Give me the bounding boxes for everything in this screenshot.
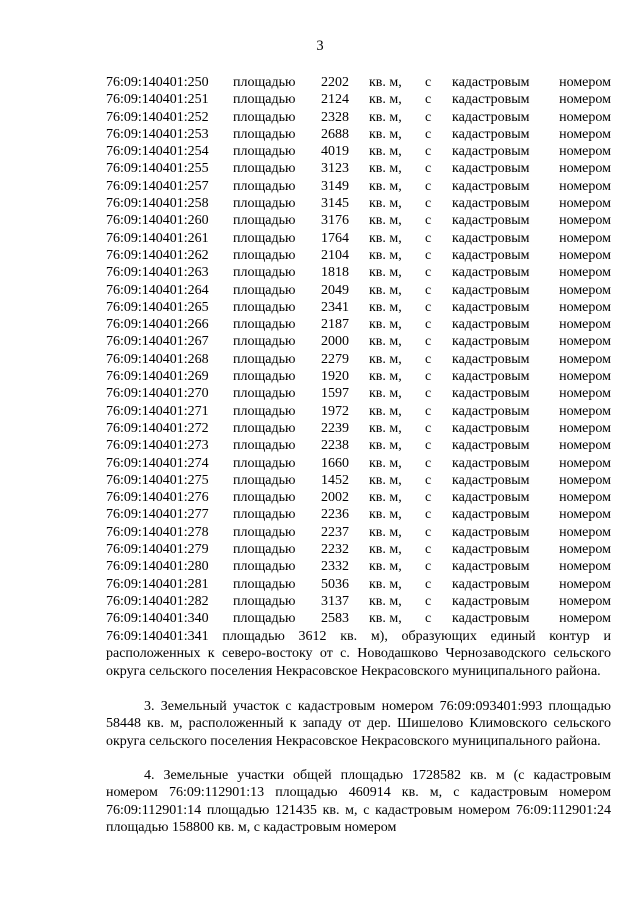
parcel-w2: кадастровым [452,247,530,263]
parcel-row [106,212,611,229]
parcel-unit: кв. м, [369,507,402,523]
parcel-w2: кадастровым [452,161,530,177]
parcel-w3: номером [559,420,611,436]
parcel-s: с [425,282,432,298]
parcel-row [106,558,611,575]
parcel-s: с [425,455,432,471]
parcel-area: 1452 [321,472,349,488]
parcel-w1: площадью [233,369,296,385]
parcel-w1: площадью [233,559,296,575]
parcel-area: 2237 [321,524,349,540]
parcel-w3: номером [559,455,611,471]
parcel-w1: площадью [233,196,296,212]
parcel-w2: кадастровым [452,196,530,212]
parcel-s: с [425,386,432,402]
parcel-unit: кв. м, [369,75,402,90]
parcel-unit: кв. м, [369,611,402,627]
parcel-s: с [425,403,432,419]
parcel-s: с [425,317,432,333]
parcel-s: с [425,507,432,523]
parcel-w1: площадью [233,420,296,436]
parcel-id: 76:09:140401:282 [106,593,209,609]
parcel-row [106,506,611,523]
parcel-id: 76:09:140401:257 [106,178,209,194]
parcel-id: 76:09:140401:266 [106,317,209,333]
parcel-unit: кв. м, [369,282,402,298]
parcel-s: с [425,593,432,609]
parcel-s: с [425,299,432,315]
parcel-unit: кв. м, [369,593,402,609]
parcel-s: с [425,576,432,592]
parcel-id: 76:09:140401:251 [106,92,209,108]
parcel-row [106,351,611,368]
parcel-area: 1920 [321,369,349,385]
parcel-w2: кадастровым [452,542,530,558]
parcel-row [106,91,611,108]
parcel-id: 76:09:140401:269 [106,369,209,385]
parcel-w3: номером [559,144,611,160]
parcel-w2: кадастровым [452,611,530,627]
parcel-w3: номером [559,386,611,402]
parcel-unit: кв. м, [369,92,402,108]
parcel-w1: площадью [233,109,296,125]
parcel-area: 2328 [321,109,349,125]
parcel-unit: кв. м, [369,576,402,592]
parcel-unit: кв. м, [369,126,402,142]
parcel-area: 3145 [321,196,349,212]
parcel-area: 1764 [321,230,349,246]
parcel-id: 76:09:140401:274 [106,455,209,471]
parcel-row [106,316,611,333]
parcel-unit: кв. м, [369,265,402,281]
parcel-row [106,109,611,126]
parcel-w1: площадью [233,542,296,558]
parcel-w3: номером [559,403,611,419]
parcel-unit: кв. м, [369,559,402,575]
parcel-area: 3149 [321,178,349,194]
parcel-s: с [425,472,432,488]
parcel-s: с [425,247,432,263]
parcel-row [106,455,611,472]
parcel-row [106,333,611,350]
parcel-s: с [425,369,432,385]
parcel-area: 2238 [321,438,349,454]
parcel-row [106,420,611,437]
parcel-id: 76:09:140401:255 [106,161,209,177]
parcel-w3: номером [559,265,611,281]
parcel-w1: площадью [233,593,296,609]
parcel-w1: площадью [233,472,296,488]
parcel-s: с [425,213,432,229]
parcel-w1: площадью [233,178,296,194]
parcel-w2: кадастровым [452,386,530,402]
parcel-w1: площадью [233,386,296,402]
parcel-id: 76:09:140401:280 [106,559,209,575]
parcel-row [106,178,611,195]
parcel-unit: кв. м, [369,144,402,160]
parcel-w2: кадастровым [452,472,530,488]
parcel-w2: кадастровым [452,420,530,436]
parcel-s: с [425,559,432,575]
parcel-unit: кв. м, [369,109,402,125]
parcel-s: с [425,490,432,506]
parcel-unit: кв. м, [369,247,402,263]
parcel-row [106,524,611,541]
parcel-area: 2341 [321,299,349,315]
parcel-w3: номером [559,524,611,540]
parcel-unit: кв. м, [369,542,402,558]
parcel-row [106,385,611,402]
parcel-unit: кв. м, [369,403,402,419]
parcel-w3: номером [559,593,611,609]
paragraph-4: 4. Земельные участки общей площадью 1728582 кв. м (с кадастровым номером 76:09:112901:13 площадью 460914 кв. м, с кадастровым номером 76:09:112901:14 площадью 121435 кв. м, с кадастровым номером 76:09:112901:24 площадью 158800 кв. м, с кадастровым номером [106,768,611,835]
paragraph-continuation: 76:09:140401:341 площадью 3612 кв. м), образующих единый контур и расположенных к северо-востоку от с. Новодашково Чернозаводского сельского округа сельского поселения Некрасовское Некрасовского муниципального района. [106,629,611,679]
parcel-w3: номером [559,507,611,523]
parcel-id: 76:09:140401:281 [106,576,209,592]
parcel-w2: кадастровым [452,92,530,108]
parcel-w3: номером [559,126,611,142]
parcel-id: 76:09:140401:272 [106,420,209,436]
parcel-w3: номером [559,334,611,350]
parcel-id: 76:09:140401:278 [106,524,209,540]
parcel-s: с [425,161,432,177]
parcel-id: 76:09:140401:265 [106,299,209,315]
page-number: 3 [316,38,324,54]
parcel-w2: кадастровым [452,265,530,281]
parcel-w1: площадью [233,75,296,90]
parcel-w2: кадастровым [452,109,530,125]
parcel-area: 2583 [321,611,349,627]
parcel-w2: кадастровым [452,524,530,540]
parcel-unit: кв. м, [369,490,402,506]
parcel-w1: площадью [233,611,296,627]
parcel-s: с [425,178,432,194]
parcel-w2: кадастровым [452,282,530,298]
parcel-id: 76:09:140401:270 [106,386,209,402]
parcel-s: с [425,126,432,142]
parcel-row [106,489,611,506]
parcel-unit: кв. м, [369,178,402,194]
parcel-id: 76:09:140401:340 [106,611,209,627]
parcel-w1: площадью [233,576,296,592]
parcel-id: 76:09:140401:277 [106,507,209,523]
parcel-area: 2002 [321,490,349,506]
parcel-w2: кадастровым [452,144,530,160]
parcel-w1: площадью [233,92,296,108]
parcel-id: 76:09:140401:267 [106,334,209,350]
parcel-w2: кадастровым [452,334,530,350]
parcel-s: с [425,196,432,212]
parcel-area: 2279 [321,351,349,367]
parcel-w2: кадастровым [452,213,530,229]
parcel-area: 2688 [321,126,349,142]
parcel-area: 3123 [321,161,349,177]
parcel-w1: площадью [233,438,296,454]
parcel-id: 76:09:140401:253 [106,126,209,142]
parcel-s: с [425,420,432,436]
parcel-w1: площадью [233,455,296,471]
parcel-s: с [425,524,432,540]
parcel-row [106,264,611,281]
parcel-unit: кв. м, [369,213,402,229]
parcel-w1: площадью [233,351,296,367]
parcel-id: 76:09:140401:261 [106,230,209,246]
parcel-s: с [425,351,432,367]
parcel-w1: площадью [233,161,296,177]
paragraph-3: 3. Земельный участок с кадастровым номером 76:09:093401:993 площадью 58448 кв. м, расположенный к западу от дер. Шишелово Климовского сельского округа сельского поселения Некрасовское Некрасовского муниципального района. [106,699,611,749]
parcel-id: 76:09:140401:264 [106,282,209,298]
parcel-area: 2187 [321,317,349,333]
parcel-id: 76:09:140401:279 [106,542,209,558]
parcel-w3: номером [559,213,611,229]
parcel-w2: кадастровым [452,299,530,315]
parcel-row [106,143,611,160]
parcel-w1: площадью [233,247,296,263]
parcel-s: с [425,230,432,246]
parcel-id: 76:09:140401:260 [106,213,209,229]
parcel-w1: площадью [233,317,296,333]
paragraph-3-block [106,698,611,750]
parcel-w1: площадью [233,282,296,298]
parcel-w3: номером [559,247,611,263]
parcel-s: с [425,109,432,125]
parcel-unit: кв. м, [369,420,402,436]
parcel-w2: кадастровым [452,126,530,142]
parcel-w3: номером [559,109,611,125]
parcel-w3: номером [559,317,611,333]
parcel-w1: площадью [233,299,296,315]
parcel-w1: площадью [233,507,296,523]
parcel-row [106,160,611,177]
parcel-w3: номером [559,576,611,592]
parcel-unit: кв. м, [369,334,402,350]
parcel-unit: кв. м, [369,369,402,385]
parcel-id: 76:09:140401:275 [106,472,209,488]
parcel-w2: кадастровым [452,507,530,523]
parcel-w3: номером [559,92,611,108]
parcel-unit: кв. м, [369,455,402,471]
parcel-w3: номером [559,559,611,575]
parcel-w2: кадастровым [452,75,530,90]
parcel-unit: кв. м, [369,386,402,402]
parcel-w3: номером [559,178,611,194]
paragraph-4-block [106,767,611,836]
parcel-area: 4019 [321,144,349,160]
parcel-w1: площадью [233,265,296,281]
parcel-s: с [425,334,432,350]
parcel-w2: кадастровым [452,351,530,367]
parcel-w1: площадью [233,403,296,419]
parcel-list [106,74,611,628]
parcel-row [106,368,611,385]
parcel-unit: кв. м, [369,196,402,212]
parcel-w2: кадастровым [452,317,530,333]
parcel-id: 76:09:140401:268 [106,351,209,367]
parcel-w3: номером [559,490,611,506]
parcel-w2: кадастровым [452,593,530,609]
parcel-area: 2049 [321,282,349,298]
parcel-row [106,576,611,593]
paragraph-2-end [106,628,611,680]
parcel-unit: кв. м, [369,299,402,315]
parcel-area: 2239 [321,420,349,436]
parcel-row [106,541,611,558]
parcel-id: 76:09:140401:258 [106,196,209,212]
parcel-w3: номером [559,299,611,315]
parcel-unit: кв. м, [369,438,402,454]
parcel-area: 2332 [321,559,349,575]
parcel-w3: номером [559,611,611,627]
parcel-s: с [425,611,432,627]
parcel-unit: кв. м, [369,317,402,333]
parcel-s: с [425,265,432,281]
parcel-area: 1818 [321,265,349,281]
parcel-s: с [425,144,432,160]
parcel-unit: кв. м, [369,351,402,367]
parcel-s: с [425,92,432,108]
parcel-id: 76:09:140401:262 [106,247,209,263]
parcel-w3: номером [559,282,611,298]
parcel-area: 2202 [321,75,349,90]
parcel-row [106,610,611,627]
parcel-row [106,282,611,299]
parcel-row [106,437,611,454]
parcel-w2: кадастровым [452,559,530,575]
parcel-w3: номером [559,161,611,177]
parcel-unit: кв. м, [369,524,402,540]
parcel-id: 76:09:140401:276 [106,490,209,506]
parcel-w2: кадастровым [452,438,530,454]
parcel-area: 2232 [321,542,349,558]
parcel-row [106,299,611,316]
parcel-id: 76:09:140401:250 [106,75,209,90]
parcel-w2: кадастровым [452,369,530,385]
parcel-area: 5036 [321,576,349,592]
parcel-w2: кадастровым [452,576,530,592]
parcel-w3: номером [559,369,611,385]
parcel-unit: кв. м, [369,161,402,177]
parcel-row [106,403,611,420]
parcel-w1: площадью [233,334,296,350]
parcel-id: 76:09:140401:263 [106,265,209,281]
parcel-w1: площадью [233,213,296,229]
parcel-w3: номером [559,472,611,488]
parcel-w3: номером [559,75,611,90]
parcel-w1: площадью [233,230,296,246]
parcel-area: 2104 [321,247,349,263]
parcel-w1: площадью [233,126,296,142]
parcel-row [106,247,611,264]
parcel-area: 1972 [321,403,349,419]
parcel-area: 3176 [321,213,349,229]
parcel-w3: номером [559,196,611,212]
parcel-row [106,593,611,610]
parcel-w2: кадастровым [452,403,530,419]
parcel-s: с [425,542,432,558]
parcel-w2: кадастровым [452,230,530,246]
parcel-s: с [425,438,432,454]
parcel-row [106,74,611,91]
parcel-w1: площадью [233,144,296,160]
parcel-row [106,472,611,489]
parcel-s: с [425,75,432,90]
parcel-w3: номером [559,542,611,558]
parcel-row [106,230,611,247]
parcel-area: 1597 [321,386,349,402]
parcel-w1: площадью [233,524,296,540]
parcel-row [106,195,611,212]
parcel-unit: кв. м, [369,230,402,246]
parcel-area: 2236 [321,507,349,523]
parcel-area: 2124 [321,92,349,108]
parcel-id: 76:09:140401:271 [106,403,209,419]
parcel-area: 3137 [321,593,349,609]
parcel-unit: кв. м, [369,472,402,488]
parcel-id: 76:09:140401:252 [106,109,209,125]
parcel-row [106,126,611,143]
parcel-w1: площадью [233,490,296,506]
parcel-id: 76:09:140401:254 [106,144,209,160]
parcel-area: 2000 [321,334,349,350]
parcel-w3: номером [559,438,611,454]
parcel-w3: номером [559,230,611,246]
parcel-w3: номером [559,351,611,367]
parcel-w2: кадастровым [452,490,530,506]
parcel-id: 76:09:140401:273 [106,438,209,454]
parcel-w2: кадастровым [452,178,530,194]
parcel-w2: кадастровым [452,455,530,471]
parcel-area: 1660 [321,455,349,471]
